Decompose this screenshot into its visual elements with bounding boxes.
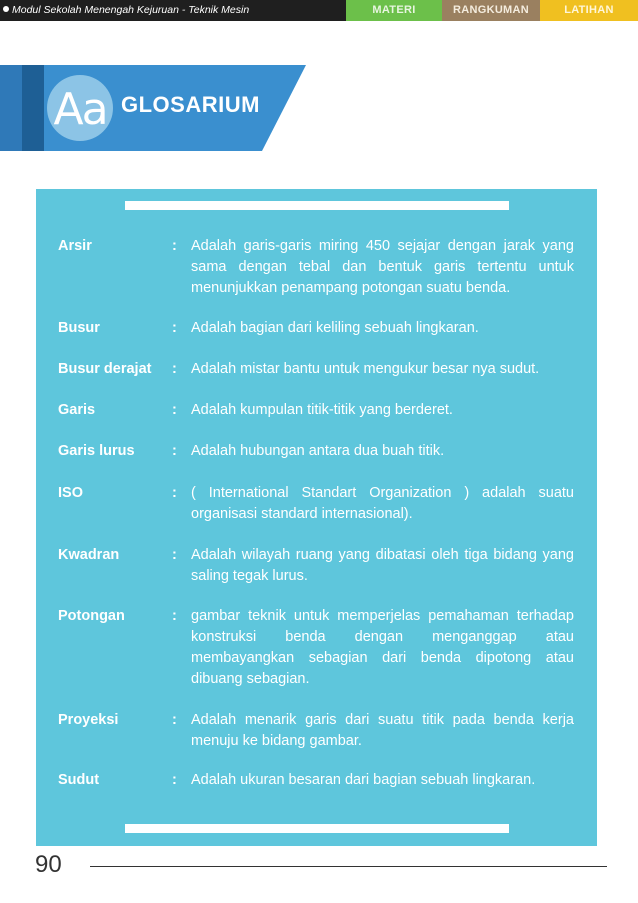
- glossary-definition: Adalah bagian dari keliling sebuah lingkaran.: [191, 320, 479, 336]
- glossary-term: Kwadran: [58, 547, 120, 563]
- bottom-divider: [125, 824, 509, 833]
- bullet-icon: [3, 6, 9, 12]
- glossary-term: Garis: [58, 402, 96, 418]
- colon: :: [172, 608, 177, 624]
- glossary-definition: Adalah ukuran besaran dari bagian sebuah lingkaran.: [191, 772, 536, 788]
- colon: :: [172, 712, 177, 728]
- page-number: 90: [35, 851, 62, 878]
- glossary-definition: Adalah menarik garis dari suatu titik pada benda kerja menuju ke bidang gambar.: [191, 712, 574, 749]
- glossary-term: Garis lurus: [58, 443, 135, 459]
- glossary-definition: Adalah wilayah ruang yang dibatasi oleh tiga bidang yang saling tegak lurus.: [191, 547, 574, 584]
- colon: :: [172, 402, 177, 418]
- glossary-definition: ( International Standart Organization ) adalah suatu organisasi standard internasional).: [191, 485, 574, 522]
- colon: :: [172, 238, 177, 254]
- colon: :: [172, 772, 177, 788]
- tab-materi[interactable]: MATERI: [346, 0, 442, 21]
- colon: :: [172, 361, 177, 377]
- module-title: [3, 0, 249, 21]
- glossary-term: Arsir: [58, 238, 92, 254]
- module-title-text: Modul Sekolah Menengah Kejuruan - Teknik Mesin: [12, 4, 250, 16]
- colon: :: [172, 485, 177, 501]
- glossary-term: Busur: [58, 320, 100, 336]
- glossary-term: Potongan: [58, 608, 125, 624]
- glossary-term: ISO: [58, 485, 83, 501]
- tab-latihan[interactable]: LATIHAN: [540, 0, 638, 21]
- page-title: GLOSARIUM: [121, 92, 260, 117]
- colon: :: [172, 443, 177, 459]
- glossary-definition: Adalah hubungan antara dua buah titik.: [191, 443, 445, 459]
- aa-icon: Aa: [53, 83, 107, 135]
- top-divider: [125, 201, 509, 210]
- glossary-definition: Adalah garis-garis miring 450 sejajar dengan jarak yang sama dengan tebal dan bentuk garis tertentu untuk menunjukkan penampang potongan suatu benda.: [191, 238, 574, 296]
- glossary-term: Busur derajat: [58, 361, 152, 377]
- glossary-term: Sudut: [58, 772, 100, 788]
- glossary-term: Proyeksi: [58, 712, 119, 728]
- glossary-definition: Adalah mistar bantu untuk mengukur besar nya sudut.: [191, 361, 540, 377]
- header-bar: [0, 0, 638, 21]
- colon: :: [172, 320, 177, 336]
- tab-rangkuman[interactable]: RANGKUMAN: [442, 0, 540, 21]
- glossary-definition: Adalah kumpulan titik-titik yang berderet.: [191, 402, 453, 418]
- glossary-definition: gambar teknik untuk memperjelas pemahaman terhadap konstruksi benda dengan menganggap atau membayangkan sebagian dari benda dipotong atau dibuang sebagian.: [191, 608, 574, 687]
- footer-rule: [90, 866, 607, 867]
- colon: :: [172, 547, 177, 563]
